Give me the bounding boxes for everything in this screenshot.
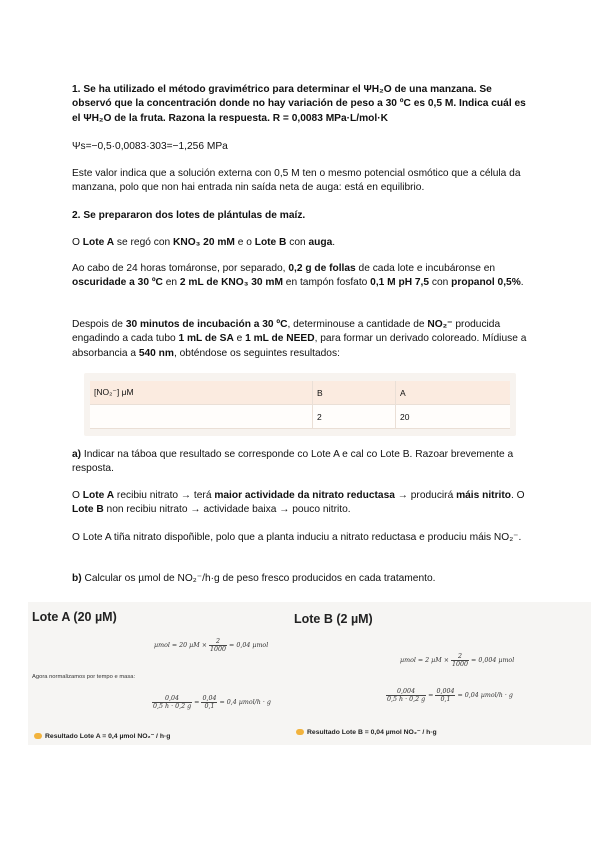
text-run: Ao cabo de 24 horas tomáronse, por separado, bbox=[72, 263, 289, 274]
text-run-bold: 2 mL de KNO₃ 30 mM bbox=[179, 277, 283, 289]
result-text: Resultado Lote A = 0,4 µmol NO₂⁻ / h·g bbox=[45, 733, 171, 740]
fraction bbox=[201, 695, 217, 710]
text-run-bold: máis nitrito bbox=[456, 490, 511, 501]
text-run: . bbox=[520, 277, 524, 289]
result-text: Resultado Lote B = 0,04 µmol NO₂⁻ / h·g bbox=[307, 729, 437, 736]
part-label: a) bbox=[72, 449, 82, 460]
q2-paragraph-measurement bbox=[72, 318, 528, 361]
text-run-bold: NO₂⁻ bbox=[427, 319, 453, 330]
text-run: recibiu nitrato → terá bbox=[114, 490, 215, 501]
lote-a-formula-2 bbox=[152, 695, 271, 710]
table-cell: 2 bbox=[313, 405, 396, 429]
fraction-denominator: 0,1 bbox=[440, 696, 451, 703]
formula-text: = 0,04 µmol/h · g bbox=[457, 692, 513, 699]
lote-a-result bbox=[34, 732, 170, 740]
fraction bbox=[386, 688, 426, 703]
text-run-bold: 0,2 g de follas bbox=[288, 263, 356, 274]
fraction-denominator: 1000 bbox=[210, 646, 227, 653]
formula-text: = 0,004 µmol bbox=[471, 657, 515, 664]
answer-2a-1 bbox=[72, 489, 528, 518]
text-run-bold: Lote B bbox=[72, 504, 104, 516]
fraction bbox=[451, 653, 469, 668]
text-run: O bbox=[72, 490, 83, 501]
text-run: Indicar na táboa que resultado se corresponde co Lote A e cal co Lote B. Razoar brevemente a resposta. bbox=[72, 449, 514, 475]
text-run-bold: KNO₃ 20 mM bbox=[173, 237, 235, 248]
table-row bbox=[90, 405, 510, 429]
fraction-denominator: 1000 bbox=[452, 661, 469, 668]
text-run: → producirá bbox=[394, 490, 457, 501]
text-run-bold: 540 nm bbox=[138, 347, 174, 359]
part-label: b) bbox=[72, 573, 82, 584]
lote-a-title: Lote A (20 µM) bbox=[32, 610, 117, 624]
text-run-bold: Lote A bbox=[82, 237, 115, 248]
fraction-numerator: 2 bbox=[209, 638, 227, 646]
formula-text: = 0,4 µmol/h · g bbox=[219, 699, 271, 706]
text-run-bold: auga bbox=[308, 237, 333, 248]
text-run-bold: 30 minutos de incubación a 30 ºC bbox=[125, 319, 288, 330]
text-run: de cada lote e incubáronse en bbox=[355, 263, 496, 274]
text-run-bold: 1 mL de SA bbox=[178, 333, 234, 345]
fraction-numerator: 0,004 bbox=[436, 688, 455, 695]
formula-text: = bbox=[194, 699, 200, 706]
normalization-note: Agora normalizamos por tempo e masa: bbox=[32, 674, 136, 680]
lote-b-formula-2 bbox=[386, 688, 513, 703]
pointing-hand-icon bbox=[296, 729, 304, 735]
q2-paragraph-incubation bbox=[72, 262, 528, 291]
text-run: O bbox=[72, 237, 83, 248]
text-run: , obténdose os seguintes resultados: bbox=[173, 347, 340, 359]
text-run: producida engadindo a cada tubo bbox=[72, 319, 501, 345]
text-run-bold: Lote B bbox=[254, 237, 287, 248]
text-run: con bbox=[429, 277, 452, 289]
question-2: 2. Se prepararon dos lotes de plántulas de maíz. bbox=[72, 210, 306, 221]
formula-text: = 0,04 µmol bbox=[229, 642, 269, 649]
fraction-numerator: 0,04 bbox=[202, 695, 217, 702]
text-run: e bbox=[233, 333, 246, 345]
fraction-denominator: 0,5 h · 0,2 g bbox=[153, 703, 192, 710]
fraction-denominator: 0,5 h · 0,2 g bbox=[387, 696, 426, 703]
text-run-bold: maior actividade da nitrato reductasa bbox=[214, 490, 395, 501]
answer-2a-2: O Lote A tiña nitrato dispoñible, polo que a planta induciu a nitrato reductasa e produciu máis NO₂⁻. bbox=[72, 532, 522, 543]
fraction-numerator: 0,004 bbox=[386, 688, 426, 696]
text-run-bold: 1 mL de NEED bbox=[245, 333, 315, 345]
text-run: Calcular os µmol de NO₂⁻/h·g de peso fresco producidos en cada tratamento. bbox=[81, 573, 436, 584]
fraction-numerator: 0,04 bbox=[152, 695, 192, 703]
table-cell bbox=[90, 405, 313, 429]
text-run: se regó con bbox=[114, 237, 173, 248]
fraction bbox=[152, 695, 192, 710]
results-table-card bbox=[84, 373, 516, 436]
text-run-bold: Lote A bbox=[82, 490, 115, 501]
table-header-cell: A bbox=[396, 381, 511, 405]
q1-explanation: Este valor indica que a solución externa con 0,5 M ten o mesmo potencial osmótico que a célula da manzana, polo que non hai entrada nin saída neta de auga: está en equilibrio. bbox=[72, 168, 521, 194]
formula-text: µmol = 2 µM × bbox=[400, 657, 449, 664]
lote-b-formula-1 bbox=[400, 653, 514, 668]
table-header-cell: B bbox=[313, 381, 396, 405]
text-run: Despois de bbox=[72, 319, 126, 330]
table-header-cell: [NO₂⁻] μM bbox=[90, 381, 313, 405]
results-table bbox=[90, 381, 510, 429]
table-header-row bbox=[90, 381, 510, 405]
table-cell: 20 bbox=[396, 405, 511, 429]
fraction-numerator: 2 bbox=[451, 653, 469, 661]
formula-text: µmol = 20 µM × bbox=[154, 642, 207, 649]
text-run-bold: oscuridade a 30 ºC bbox=[72, 277, 163, 289]
text-run: , determinouse a cantidade de bbox=[287, 319, 428, 330]
question-2a bbox=[72, 448, 528, 477]
question-2b bbox=[72, 572, 528, 586]
results-panel bbox=[28, 602, 591, 745]
lote-b-title: Lote B (2 µM) bbox=[294, 612, 373, 626]
text-run: con bbox=[286, 237, 309, 248]
text-run: non recibiu nitrato → actividade baixa → pouco nitrito. bbox=[103, 504, 351, 516]
lote-a-formula-1 bbox=[154, 638, 268, 653]
text-run-bold: propanol 0,5% bbox=[451, 277, 521, 289]
question-1: 1. Se ha utilizado el método gravimétrico para determinar el ΨH₂O de una manzana. Se observó que la concentración donde no hay variación de peso a 30 ºC es 0,5 M. Indica cuál es el ΨH₂O de la fruta. Razona la respuesta. R = 0,0083 MPa·L/mol·K bbox=[72, 84, 526, 124]
text-run: e o bbox=[234, 237, 255, 248]
fraction bbox=[209, 638, 227, 653]
formula-text: = bbox=[428, 692, 434, 699]
q1-calculation: Ψs=−0,5·0,0083·303=−1,256 MPa bbox=[72, 141, 228, 152]
q2-paragraph-lotes bbox=[72, 236, 528, 250]
text-run: . bbox=[332, 237, 336, 248]
text-run: en tampón fosfato bbox=[282, 277, 371, 289]
text-run: . O bbox=[511, 490, 525, 501]
fraction bbox=[435, 688, 455, 703]
text-run-bold: 0,1 M pH 7,5 bbox=[370, 277, 430, 289]
text-run: en bbox=[162, 277, 180, 289]
pointing-hand-icon bbox=[34, 733, 42, 739]
lote-b-result bbox=[296, 728, 437, 736]
text-run: , para formar un derivado coloreado. Mídiuse a absorbancia a bbox=[72, 333, 527, 359]
fraction-denominator: 0,1 bbox=[204, 703, 215, 710]
